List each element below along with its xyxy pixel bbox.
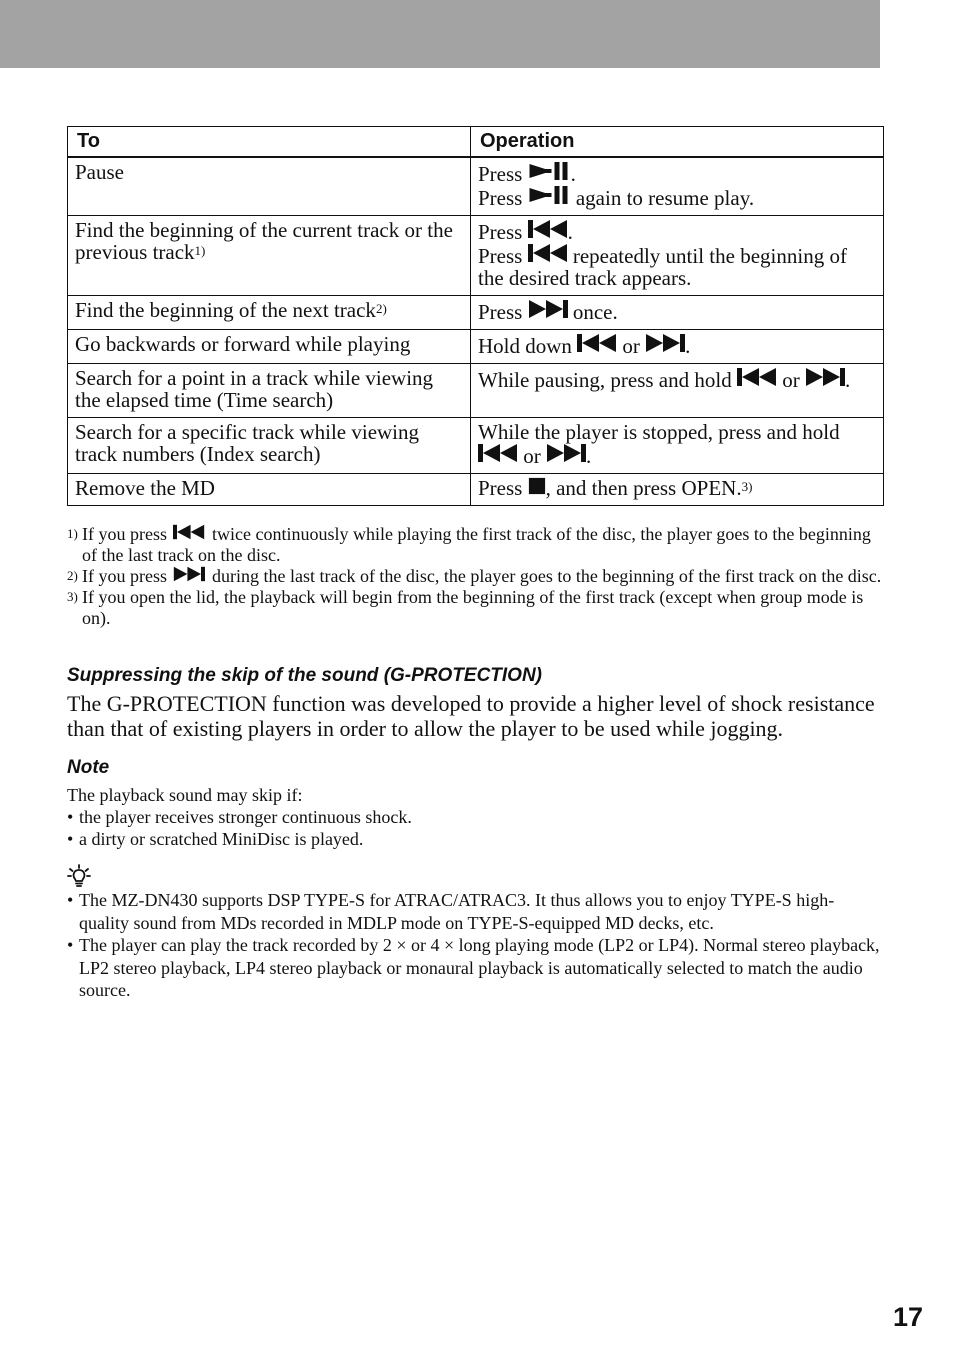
operation-cell: Press . Press again to resume play. (471, 157, 884, 216)
operation-cell: Hold down or . (471, 330, 884, 364)
column-header-operation: Operation (471, 127, 884, 158)
table-row (68, 418, 884, 474)
previous-track-icon (528, 243, 568, 263)
footnote-ref: 2) (375, 301, 387, 316)
previous-track-icon (171, 524, 207, 540)
section-heading: Suppressing the skip of the sound (G-PROTECTION) (67, 665, 543, 686)
tips-list (67, 889, 883, 1002)
table-row (68, 474, 884, 506)
footnote: 1) If you press twice continuously while playing the first track of the disc, the player goes to the beginning of the last track on the disc. (67, 524, 871, 565)
table-header-row (68, 127, 884, 158)
previous-track-icon (528, 219, 568, 239)
play-pause-icon (528, 185, 571, 205)
tip-item: • The MZ-DN430 supports DSP TYPE-S for ATRAC/ATRAC3. It thus allows you to enjoy TYPE-S high-quality sound from MDs recorded in MDLP mode on TYPE-S-equipped MD decks, etc. (67, 889, 883, 934)
footnote: 2) If you press during the last track of the disc, the player goes to the beginning of the first track on the disc. (67, 566, 882, 586)
operation-cell: Press , and then press OPEN.$^{3)}$ (471, 474, 884, 506)
operation-cell: Press . Press repeatedly until the beginning of the desired track appears. (471, 216, 884, 296)
to-cell: Find the beginning of the next track$^{2)}$ (68, 296, 471, 330)
note-item: • the player receives stronger continuous shock. (67, 806, 883, 828)
page-number: 17 (893, 1302, 924, 1332)
footnote: 3) If you open the lid, the playback will begin from the beginning of the first track (except when group mode is on). (67, 587, 864, 628)
to-cell: Go backwards or forward while playing (68, 330, 471, 364)
stop-icon (528, 477, 546, 495)
table-row (68, 296, 884, 330)
to-cell: Search for a specific track while viewing track numbers (Index search) (68, 418, 471, 474)
note-intro: The playback sound may skip if: (67, 785, 303, 805)
table-row (68, 157, 884, 216)
play-pause-icon (528, 161, 571, 181)
to-cell: Remove the MD (68, 474, 471, 506)
footnote-ref: 1) (194, 243, 206, 258)
section-body: The G-PROTECTION function was developed to provide a higher level of shock resistance than that of existing players in order to allow the player to be used while jogging. (67, 691, 875, 741)
next-track-icon (546, 443, 586, 463)
to-cell: Pause (68, 157, 471, 216)
operations-table (67, 126, 884, 506)
next-track-icon (805, 367, 845, 387)
table-row (68, 216, 884, 296)
footnote-mark: 1) (67, 526, 78, 541)
table-row (68, 330, 884, 364)
footnote-mark: 3) (67, 589, 78, 604)
operation-cell: Press once. (471, 296, 884, 330)
next-track-icon (171, 566, 207, 582)
note-item: • a dirty or scratched MiniDisc is played. (67, 828, 883, 850)
to-cell: Find the beginning of the current track or the previous track$^{1)}$ (68, 216, 471, 296)
operation-cell: While pausing, press and hold or . (471, 364, 884, 418)
footnote-mark: 2) (67, 568, 78, 583)
footnotes (67, 524, 883, 629)
note-body (67, 784, 883, 850)
column-header-to: To (68, 127, 471, 158)
operation-cell: While the player is stopped, press and hold or . (471, 418, 884, 474)
note-heading: Note (67, 757, 110, 778)
previous-track-icon (577, 333, 617, 353)
to-cell: Search for a point in a track while viewing the elapsed time (Time search) (68, 364, 471, 418)
tip-item: • The player can play the track recorded by 2 × or 4 × long playing mode (LP2 or LP4). Normal stereo playback, LP2 stereo playback, LP4 stereo playback or monaural playback is automatically selected to match the audio source. (67, 934, 883, 1002)
header-bar (0, 0, 880, 68)
previous-track-icon (478, 443, 518, 463)
next-track-icon (528, 299, 568, 319)
previous-track-icon (737, 367, 777, 387)
next-track-icon (645, 333, 685, 353)
table-row (68, 364, 884, 418)
footnote-ref: 3) (741, 479, 753, 494)
